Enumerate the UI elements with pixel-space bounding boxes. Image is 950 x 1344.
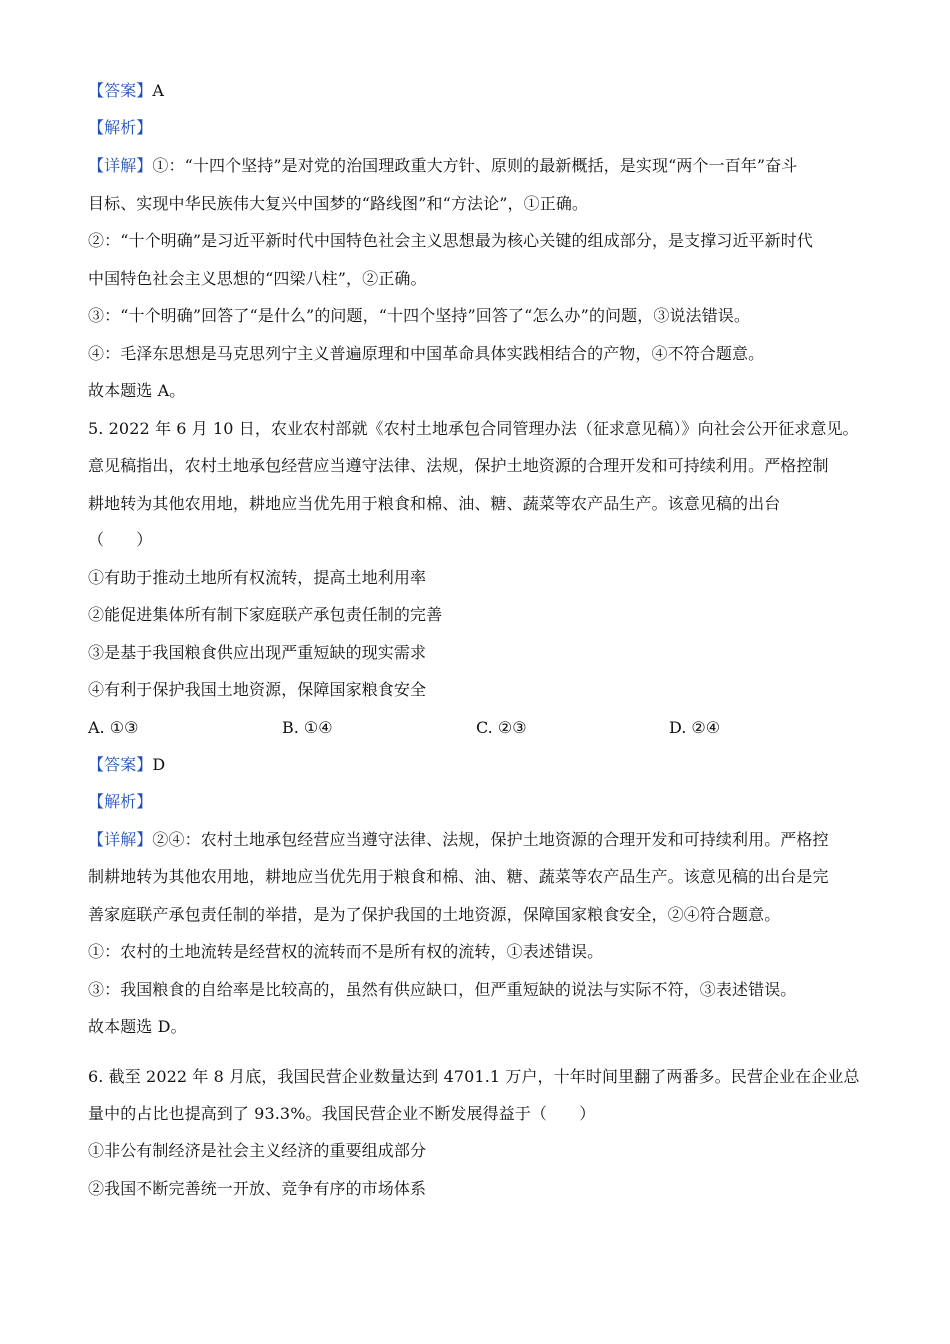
q4-detail-line: 目标、实现中华民族伟大复兴中国梦的“路线图”和“方法论”，①正确。 bbox=[88, 194, 589, 213]
q5-stem-blank: （ ） bbox=[88, 530, 153, 549]
q5-statement: ④有利于保护我国土地资源，保障国家粮食安全 bbox=[88, 680, 427, 699]
q4-detail-line: 中国特色社会主义思想的“四梁八柱”，②正确。 bbox=[88, 269, 427, 288]
q6-stem-line: 量中的占比也提高到了 93.3%。我国民营企业不断发展得益于（ ） bbox=[88, 1104, 596, 1123]
q4-analysis-tag: 【解析】 bbox=[88, 118, 153, 137]
q5-conclusion: 故本题选 D。 bbox=[88, 1017, 187, 1036]
detail-tag: 【详解】 bbox=[88, 156, 153, 175]
q6-statement: ①非公有制经济是社会主义经济的重要组成部分 bbox=[88, 1141, 427, 1160]
q5-answer-line bbox=[88, 754, 165, 776]
q5-stem-line: 5. 2022 年 6 月 10 日，农业农村部就《农村土地承包合同管理办法（征求意见稿）》向社会公开征求意见。 bbox=[88, 419, 859, 438]
q4-detail-line bbox=[88, 155, 797, 177]
q4-answer-line bbox=[88, 80, 164, 102]
q5-detail-line: 制耕地转为其他农用地，耕地应当优先用于粮食和棉、油、糖、蔬菜等农产品生产。该意见稿的出台是完 bbox=[88, 867, 829, 886]
q4-detail-line: ④：毛泽东思想是马克思列宁主义普遍原理和中国革命具体实践相结合的产物，④不符合题意。 bbox=[88, 344, 765, 363]
q5-option-d: D. ②④ bbox=[669, 718, 721, 737]
detail-text: ①：“十四个坚持”是对党的治国理政重大方针、原则的最新概括，是实现“两个一百年”奋斗 bbox=[152, 156, 798, 175]
q6-statement: ②我国不断完善统一开放、竞争有序的市场体系 bbox=[88, 1179, 427, 1198]
q5-option-c: C. ②③ bbox=[476, 718, 527, 737]
q5-detail-line: ③：我国粮食的自给率是比较高的，虽然有供应缺口，但严重短缺的说法与实际不符，③表述错误。 bbox=[88, 980, 797, 999]
q5-analysis-tag: 【解析】 bbox=[88, 792, 153, 811]
q5-detail-line bbox=[88, 829, 829, 851]
q5-stem-line: 耕地转为其他农用地，耕地应当优先用于粮食和棉、油、糖、蔬菜等农产品生产。该意见稿的出台 bbox=[88, 494, 781, 513]
q4-detail-line: ③：“十个明确”回答了“是什么”的问题，“十四个坚持”回答了“怎么办”的问题，③说法错误。 bbox=[88, 306, 750, 325]
q5-statement: ③是基于我国粮食供应出现严重短缺的现实需求 bbox=[88, 643, 427, 662]
q4-detail-line: ②：“十个明确”是习近平新时代中国特色社会主义思想最为核心关键的组成部分，是支撑习近平新时代 bbox=[88, 231, 813, 250]
q5-statement: ②能促进集体所有制下家庭联产承包责任制的完善 bbox=[88, 605, 443, 624]
answer-value: D bbox=[152, 755, 166, 774]
q6-stem-line: 6. 截至 2022 年 8 月底，我国民营企业数量达到 4701.1 万户，十年时间里翻了两番多。民营企业在企业总 bbox=[88, 1067, 860, 1086]
answer-tag: 【答案】 bbox=[88, 755, 153, 774]
q5-statement: ①有助于推动土地所有权流转，提高土地利用率 bbox=[88, 568, 427, 587]
q5-detail-line: 善家庭联产承包责任制的举措，是为了保护我国的土地资源，保障国家粮食安全，②④符合题意。 bbox=[88, 905, 781, 924]
detail-text: ②④：农村土地承包经营应当遵守法律、法规，保护土地资源的合理开发和可持续利用。严格控 bbox=[152, 830, 829, 849]
q5-option-a: A. ①③ bbox=[88, 718, 139, 737]
q5-stem-line: 意见稿指出，农村土地承包经营应当遵守法律、法规，保护土地资源的合理开发和可持续利用。严格控制 bbox=[88, 456, 829, 475]
detail-tag: 【详解】 bbox=[88, 830, 153, 849]
q4-conclusion: 故本题选 A。 bbox=[88, 381, 186, 400]
q5-option-b: B. ①④ bbox=[282, 718, 333, 737]
answer-value: A bbox=[152, 81, 165, 100]
q5-detail-line: ①：农村的土地流转是经营权的流转而不是所有权的流转，①表述错误。 bbox=[88, 942, 604, 961]
answer-tag: 【答案】 bbox=[88, 81, 153, 100]
